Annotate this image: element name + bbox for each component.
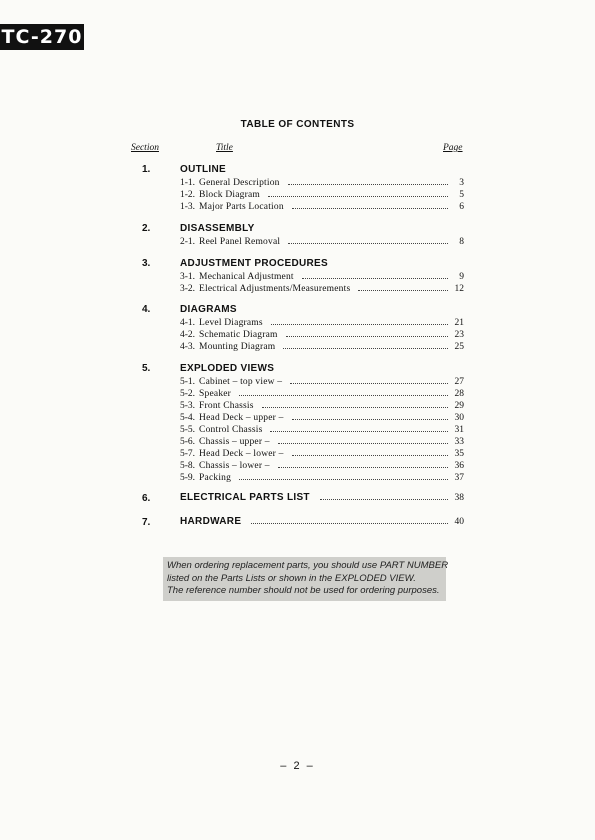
toc-entry: [180, 282, 464, 294]
toc-entry: [180, 200, 464, 212]
dot-leader: [262, 407, 448, 408]
entry-page: 27: [454, 377, 464, 387]
section-number: 3.: [142, 258, 151, 269]
entry-page: 21: [454, 318, 464, 328]
entry-number: 1-1.: [180, 178, 196, 188]
entry-number: 2-1.: [180, 237, 196, 247]
toc-entry: [180, 235, 464, 247]
toc-entry: [180, 188, 464, 200]
entry-page: 9: [459, 272, 464, 282]
toc-entry: [180, 459, 464, 471]
section-number: 7.: [142, 517, 151, 528]
entry-page: 29: [454, 401, 464, 411]
dot-leader: [288, 243, 448, 244]
dot-leader: [292, 208, 448, 209]
toc-entry: [180, 316, 464, 328]
entry-label: Front Chassis: [199, 401, 254, 411]
dot-leader: [239, 479, 448, 480]
entry-label: Electrical Adjustments/Measurements: [199, 284, 351, 294]
entry-number: 5-4.: [180, 413, 196, 423]
page-title: TABLE OF CONTENTS: [240, 119, 355, 130]
entry-page: 38: [454, 493, 464, 503]
section-number: 4.: [142, 304, 151, 315]
entry-number: 5-5.: [180, 425, 196, 435]
dot-leader: [283, 348, 448, 349]
entry-number: 3-2.: [180, 284, 196, 294]
entry-label: Mechanical Adjustment: [199, 272, 294, 282]
entry-label: Chassis – lower –: [199, 461, 270, 471]
section-title: OUTLINE: [180, 164, 226, 175]
dot-leader: [358, 290, 448, 291]
toc-entry: [180, 411, 464, 423]
section-title: EXPLODED VIEWS: [180, 363, 275, 374]
entry-label: Chassis – upper –: [199, 437, 270, 447]
entry-number: 4-2.: [180, 330, 196, 340]
entry-number: 1-3.: [180, 202, 196, 212]
entry-page: 40: [454, 517, 464, 527]
entry-number: 1-2.: [180, 190, 196, 200]
entry-number: 5-6.: [180, 437, 196, 447]
section-title: ADJUSTMENT PROCEDURES: [180, 258, 328, 269]
entry-number: 4-3.: [180, 342, 196, 352]
dot-leader: [286, 336, 448, 337]
entry-number: 5-8.: [180, 461, 196, 471]
dot-leader: [251, 523, 448, 524]
entry-page: 8: [459, 237, 464, 247]
entry-page: 30: [454, 413, 464, 423]
entry-page: 5: [459, 190, 464, 200]
toc-section-entry: [180, 515, 464, 527]
section-title: HARDWARE: [180, 516, 242, 527]
toc-entry: [180, 328, 464, 340]
section-number: 2.: [142, 223, 151, 234]
entry-number: 5-3.: [180, 401, 196, 411]
entry-label: General Description: [199, 178, 280, 188]
dot-leader: [292, 455, 448, 456]
entry-page: 25: [454, 342, 464, 352]
dot-leader: [302, 278, 448, 279]
dot-leader: [288, 184, 448, 185]
entry-page: 23: [454, 330, 464, 340]
toc-entry: [180, 447, 464, 459]
section-number: 6.: [142, 493, 151, 504]
entry-label: Schematic Diagram: [199, 330, 278, 340]
section-title: DIAGRAMS: [180, 304, 237, 315]
entry-label: Block Diagram: [199, 190, 260, 200]
toc-entry: [180, 435, 464, 447]
toc-entry: [180, 387, 464, 399]
toc-section-entry: [180, 491, 464, 503]
entry-label: Packing: [199, 473, 232, 483]
entry-label: Reel Panel Removal: [199, 237, 281, 247]
entry-label: Head Deck – upper –: [199, 413, 284, 423]
dot-leader: [268, 196, 448, 197]
entry-number: 3-1.: [180, 272, 196, 282]
title-column-header: Title: [216, 143, 233, 153]
entry-page: 6: [459, 202, 464, 212]
entry-page: 3: [459, 178, 464, 188]
dot-leader: [278, 467, 448, 468]
notice-line: The reference number should not be used for ordering purposes.: [167, 585, 440, 596]
notice-line: When ordering replacement parts, you should use PART NUMBER: [167, 560, 449, 571]
entry-number: 5-9.: [180, 473, 196, 483]
dot-leader: [320, 499, 448, 500]
toc-entry: [180, 399, 464, 411]
entry-number: 4-1.: [180, 318, 196, 328]
entry-label: Mounting Diagram: [199, 342, 276, 352]
entry-label: Head Deck – lower –: [199, 449, 284, 459]
entry-page: 33: [454, 437, 464, 447]
dot-leader: [271, 324, 448, 325]
section-title: DISASSEMBLY: [180, 223, 255, 234]
entry-label: Level Diagrams: [199, 318, 263, 328]
toc-entry: [180, 340, 464, 352]
toc-entry: [180, 375, 464, 387]
entry-label: Speaker: [199, 389, 232, 399]
section-column-header: Section: [131, 143, 159, 153]
dot-leader: [278, 443, 448, 444]
entry-page: 35: [454, 449, 464, 459]
notice-line: listed on the Parts Lists or shown in the EXPLODED VIEW.: [167, 572, 416, 584]
entry-page: 37: [454, 473, 464, 483]
entry-page: 31: [454, 425, 464, 435]
entry-page: 28: [454, 389, 464, 399]
entry-label: Control Chassis: [199, 425, 263, 435]
dot-leader: [270, 431, 448, 432]
toc-entry: [180, 176, 464, 188]
entry-page: 12: [454, 284, 464, 294]
section-number: 1.: [142, 164, 151, 175]
model-badge: TC-270: [1, 26, 83, 48]
toc-entry: [180, 270, 464, 282]
page-number: – 2 –: [280, 760, 315, 772]
page-column-header: Page: [443, 143, 463, 153]
ordering-notice: [163, 557, 449, 601]
toc-entry: [180, 423, 464, 435]
dot-leader: [292, 419, 448, 420]
entry-label: Cabinet – top view –: [199, 377, 283, 387]
entry-number: 5-2.: [180, 389, 196, 399]
entry-number: 5-1.: [180, 377, 196, 387]
entry-number: 5-7.: [180, 449, 196, 459]
entry-label: Major Parts Location: [199, 202, 284, 212]
dot-leader: [290, 383, 448, 384]
section-number: 5.: [142, 363, 151, 374]
dot-leader: [239, 395, 448, 396]
toc-entry: [180, 471, 464, 483]
section-title: ELECTRICAL PARTS LIST: [180, 492, 310, 503]
entry-page: 36: [454, 461, 464, 471]
